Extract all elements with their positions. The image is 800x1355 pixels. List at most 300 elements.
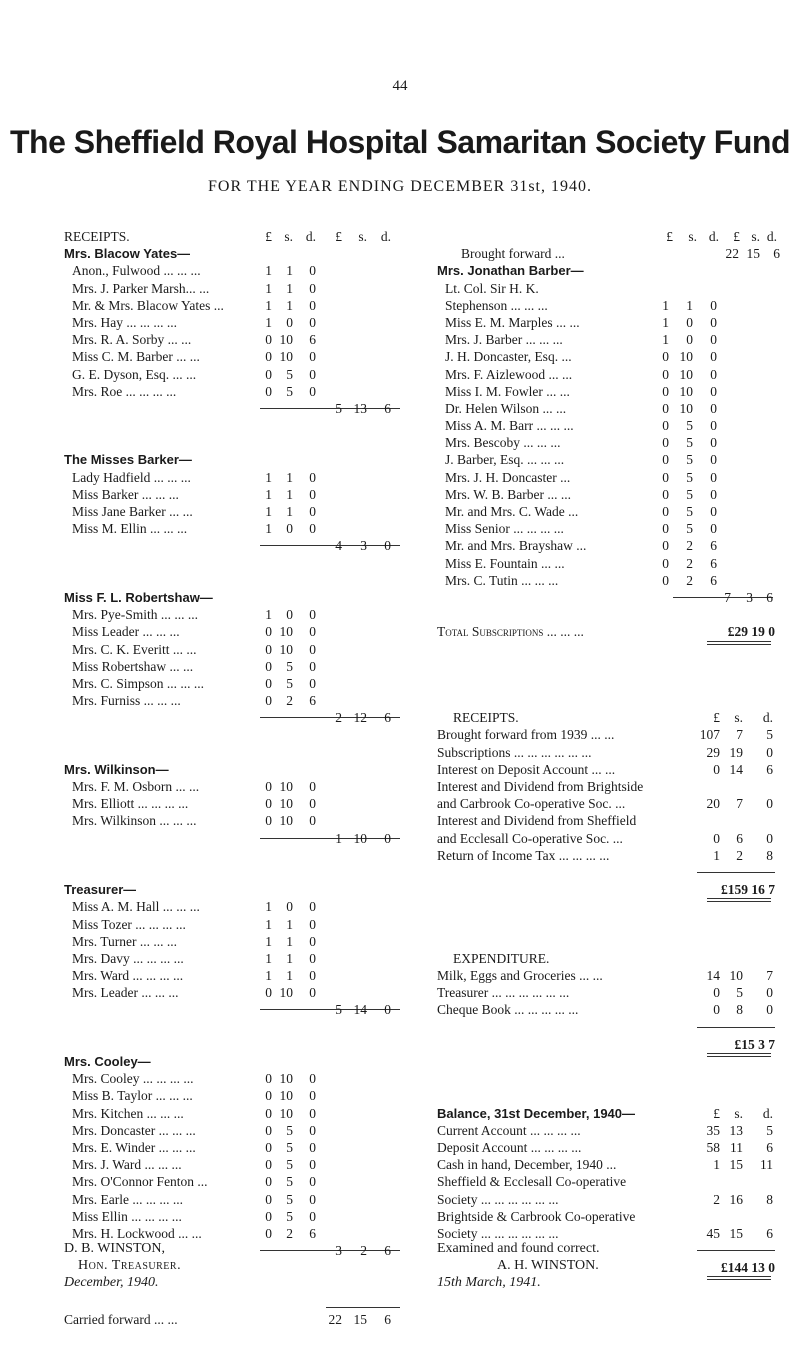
receipt-label: Interest and Dividend from Sheffield — [437, 813, 637, 829]
donor-name: Dr. Helen Wilson ... ... — [445, 400, 567, 416]
group-total-pounds: 1 — [335, 830, 342, 846]
donor-name: Mrs. F. Aizlewood ... ... — [445, 366, 573, 382]
amount-pence: 0 — [309, 641, 316, 657]
amount-shillings: 10 — [279, 1088, 293, 1104]
amount-pence: 0 — [309, 950, 316, 966]
subscription-row — [64, 383, 406, 400]
balance-heading: Balance, 31st December, 1940— — [437, 1105, 636, 1121]
amount-pounds: 1 — [265, 504, 272, 519]
total-rule — [697, 872, 775, 873]
donor-name: Mrs. Ward ... ... ... ... — [72, 968, 184, 984]
amount-pence: 0 — [309, 1122, 316, 1138]
group-heading — [64, 1053, 406, 1070]
amount-pence: 0 — [309, 1191, 316, 1207]
group-total-shillings: 2 — [360, 1243, 367, 1259]
amount-shillings: 10 — [279, 349, 293, 365]
amount-pounds: 0 — [265, 366, 272, 382]
receipt-line — [437, 795, 777, 812]
group-name: Mrs. Cooley— — [64, 1054, 151, 1069]
amount-shillings: 1 — [286, 933, 293, 949]
amount-pence: 0 — [309, 916, 316, 932]
amount-pounds: 1 — [265, 968, 272, 984]
subscription-row — [437, 314, 777, 331]
amount: 0 — [710, 349, 717, 365]
spacer — [64, 744, 406, 761]
page-title: The Sheffield Royal Hospital Samaritan Society Fund — [10, 124, 790, 160]
amount-pounds: 0 — [265, 1105, 272, 1121]
group-total-shillings: 10 — [353, 830, 367, 846]
double-rule — [707, 1276, 771, 1280]
subscription-row — [437, 331, 777, 348]
currency-header: £ — [713, 710, 720, 726]
total-rule — [697, 1250, 775, 1251]
donor-name: Miss B. Taylor ... ... ... — [72, 1088, 193, 1104]
amount-shillings: 5 — [286, 1139, 293, 1155]
amount-pence: 0 — [309, 813, 316, 829]
amount-pounds: 0 — [265, 779, 272, 794]
amount: 10 — [679, 366, 693, 382]
balance-label: Brightside & Carbrook Co-operative — [437, 1208, 636, 1224]
subscription-row — [64, 795, 406, 812]
treasurer-role: Hon. Treasurer. — [78, 1258, 182, 1273]
balance-label: Cash in hand, December, 1940 ... — [437, 1157, 617, 1173]
amount-pence: 0 — [309, 968, 316, 984]
amount-pence: 0 — [309, 1105, 316, 1121]
receipt-amount: 29 — [706, 744, 720, 760]
balance-amount: 11 — [730, 1139, 743, 1155]
total-rule — [697, 1027, 775, 1028]
receipt-amount: 0 — [766, 830, 773, 846]
subscription-row — [64, 933, 406, 950]
amount: 1 — [686, 297, 693, 313]
donor-name: Mr. & Mrs. Blacow Yates ... — [72, 297, 224, 313]
brought-amount: 15 — [746, 246, 760, 262]
donor-name: Miss E. Fountain ... ... — [445, 555, 565, 571]
group-total-row — [64, 1001, 406, 1018]
amount-pence: 6 — [309, 1225, 316, 1241]
amount: 0 — [710, 418, 717, 434]
amount-pounds: 0 — [265, 1139, 272, 1155]
receipt-amount: 2 — [736, 847, 743, 863]
amount-pence: 0 — [309, 263, 316, 279]
donor-name: Mrs. Pye-Smith ... ... ... — [72, 607, 199, 623]
subscription-row — [64, 1087, 406, 1104]
receipts-heading: RECEIPTS. — [64, 229, 130, 244]
amount-shillings: 1 — [286, 280, 293, 296]
group-name: Mrs. Wilkinson— — [64, 761, 169, 777]
balance-amount: 16 — [729, 1191, 743, 1207]
total-subscriptions-label: Total Subscriptions ... ... ... — [437, 624, 584, 640]
currency-header: s. — [734, 1105, 743, 1121]
amount-pounds: 1 — [265, 950, 272, 966]
group-total-shillings: 13 — [353, 400, 367, 416]
amount-shillings: 1 — [286, 950, 293, 966]
amount-pence: 0 — [309, 607, 316, 623]
donor-name: Mrs. Roe ... ... ... ... — [72, 383, 177, 399]
group-total-row — [64, 830, 406, 847]
amount: 0 — [662, 572, 669, 588]
amount-pence: 0 — [309, 314, 316, 330]
donor-name: Lt. Col. Sir H. K. — [445, 280, 539, 296]
subscription-row — [64, 503, 406, 520]
carried-shillings: 15 — [353, 1311, 367, 1327]
receipts-header-row — [437, 709, 777, 726]
subscription-row — [64, 331, 406, 348]
receipt-amount: 0 — [713, 830, 720, 846]
column-header — [437, 228, 777, 245]
amount-pence: 0 — [309, 280, 316, 296]
balance-amount: 45 — [706, 1225, 720, 1241]
currency-header: d. — [762, 1105, 773, 1121]
donor-name: Mrs. O'Connor Fenton ... — [72, 1174, 208, 1190]
double-rule — [707, 1053, 771, 1057]
receipt-amount: 20 — [706, 796, 720, 812]
amount: 5 — [686, 452, 693, 468]
amount: 0 — [662, 383, 669, 399]
donor-name: Miss M. Ellin ... ... ... — [72, 521, 188, 537]
group-total-pence: 0 — [384, 538, 391, 554]
subscription-row — [64, 1156, 406, 1173]
receipt-amount: 5 — [766, 727, 773, 743]
subscription-row — [437, 469, 777, 486]
amount-pounds: 0 — [265, 813, 272, 829]
donor-name: Miss A. M. Barr ... ... ... — [445, 418, 574, 434]
amount: 6 — [710, 555, 717, 571]
donor-name: Mr. and Mrs. Brayshaw ... — [445, 538, 587, 554]
balance-amount: 8 — [766, 1191, 773, 1207]
carried-rule — [326, 1307, 400, 1308]
subscription-row — [64, 675, 406, 692]
amount-pounds: 0 — [265, 1157, 272, 1173]
balance-label: Sheffield & Ecclesall Co-operative — [437, 1174, 627, 1190]
group-total-shillings: 12 — [353, 710, 367, 726]
subscription-row — [64, 778, 406, 795]
auditor-name: A. H. WINSTON. — [497, 1258, 599, 1273]
column-header — [64, 228, 406, 245]
spacer — [64, 1019, 406, 1036]
donor-name: Mrs. E. Winder ... ... ... — [72, 1139, 196, 1155]
spacer — [64, 1036, 406, 1053]
subscription-row — [437, 451, 777, 468]
subscription-row — [64, 692, 406, 709]
receipts-heading: RECEIPTS. — [453, 710, 519, 726]
spacer — [437, 1053, 777, 1070]
subscription-row — [64, 984, 406, 1001]
balance-amount: 5 — [766, 1122, 773, 1138]
donor-name: Miss Leader ... ... ... — [72, 624, 180, 640]
receipt-label: Return of Income Tax ... ... ... ... — [437, 847, 610, 863]
amount: 2 — [686, 555, 693, 571]
subscription-row — [64, 1173, 406, 1190]
balance-amount: 15 — [729, 1225, 743, 1241]
amount-pounds: 0 — [265, 641, 272, 657]
amount: 6 — [710, 572, 717, 588]
amount-pounds: 0 — [265, 693, 272, 709]
amount: 0 — [662, 469, 669, 485]
amount-pounds: 0 — [265, 1208, 272, 1224]
amount-shillings: 5 — [286, 1208, 293, 1224]
double-rule — [707, 898, 771, 902]
page-subtitle: FOR THE YEAR ENDING DECEMBER 31st, 1940. — [207, 178, 592, 195]
expenditure-amount: 7 — [766, 968, 773, 984]
subscription-row — [64, 520, 406, 537]
currency-header: £ — [733, 229, 740, 244]
expenditure-label: Treasurer ... ... ... ... ... ... — [437, 985, 570, 1001]
amount-pounds: 1 — [265, 314, 272, 330]
amount-shillings: 1 — [286, 297, 293, 313]
amount: 0 — [662, 555, 669, 571]
spacer — [64, 1294, 406, 1311]
subscription-row — [64, 314, 406, 331]
donor-name: Mrs. Hay ... ... ... ... — [72, 314, 177, 330]
receipt-amount: 6 — [736, 830, 743, 846]
amount-pounds: 0 — [265, 658, 272, 674]
donor-name: Mrs. F. M. Osborn ... ... — [72, 779, 200, 794]
amount: 0 — [686, 332, 693, 348]
receipt-line — [437, 761, 777, 778]
group-heading — [64, 761, 406, 778]
receipts-total-row — [437, 881, 777, 898]
group-total-row — [437, 589, 777, 606]
amount-shillings: 2 — [286, 693, 293, 709]
amount: 0 — [710, 435, 717, 451]
amount: 0 — [710, 452, 717, 468]
donor-name: Mrs. Wilkinson ... ... ... — [72, 813, 197, 829]
balance-amount: 15 — [729, 1157, 743, 1173]
amount-shillings: 10 — [279, 1105, 293, 1121]
balance-amount: 13 — [729, 1122, 743, 1138]
donor-name: Mrs. J. Ward ... ... ... — [72, 1157, 182, 1173]
amount: 0 — [662, 435, 669, 451]
amount-shillings: 1 — [286, 916, 293, 932]
expenditure-amount: 0 — [766, 985, 773, 1001]
donor-name: Mrs. Elliott ... ... ... ... — [72, 796, 189, 812]
subscription-row — [437, 348, 777, 365]
spacer — [64, 864, 406, 881]
group-name: The Misses Barker— — [64, 452, 192, 468]
amount-shillings: 10 — [279, 813, 293, 829]
donor-name: Anon., Fulwood ... ... ... — [72, 263, 201, 279]
donor-name: Mrs. Doncaster ... ... ... — [72, 1122, 196, 1138]
receipt-line — [437, 812, 777, 829]
subscription-row — [64, 280, 406, 297]
amount: 0 — [710, 400, 717, 416]
group-name: Treasurer— — [64, 882, 137, 898]
subscription-row — [437, 555, 777, 572]
balance-label: Deposit Account ... ... ... ... — [437, 1139, 582, 1155]
page-number: 44 — [392, 78, 408, 94]
group-total: 6 — [766, 589, 773, 605]
expenditure-line — [437, 967, 777, 984]
amount-shillings: 0 — [286, 899, 293, 915]
donor-name: Miss Tozer ... ... ... ... — [72, 916, 186, 932]
receipt-amount: 0 — [713, 761, 720, 777]
donor-name: Mrs. R. A. Sorby ... ... — [72, 332, 192, 348]
subscription-row — [64, 1105, 406, 1122]
subscription-row — [64, 967, 406, 984]
balance-line — [437, 1208, 777, 1225]
amount-shillings: 10 — [279, 796, 293, 812]
donor-name: Miss C. M. Barber ... ... — [72, 349, 200, 365]
brought-amount: 22 — [725, 246, 739, 262]
donor-name: Miss Ellin ... ... ... ... — [72, 1208, 182, 1224]
spacer — [437, 606, 777, 623]
donor-name: Miss Jane Barker ... ... — [72, 504, 193, 519]
receipt-label: Interest on Deposit Account ... ... — [437, 761, 616, 777]
brought-amount: 6 — [773, 246, 780, 262]
balance-amount: 11 — [760, 1157, 773, 1173]
donor-name: Mrs. Furniss ... ... ... — [72, 693, 181, 709]
amount: 0 — [710, 383, 717, 399]
amount-pence: 0 — [309, 899, 316, 915]
group-total-pence: 0 — [384, 830, 391, 846]
amount-shillings: 10 — [279, 985, 293, 1001]
amount-pence: 0 — [309, 796, 316, 812]
amount: 0 — [662, 400, 669, 416]
amount: 2 — [686, 572, 693, 588]
balance-amount: 58 — [706, 1139, 720, 1155]
group-heading — [64, 451, 406, 468]
receipt-label: and Carbrook Co-operative Soc. ... — [437, 796, 626, 812]
spacer — [64, 555, 406, 572]
balance-amount: 6 — [766, 1139, 773, 1155]
amount-pounds: 1 — [265, 899, 272, 915]
amount-shillings: 1 — [286, 504, 293, 519]
receipt-amount: 0 — [766, 744, 773, 760]
spacer — [437, 675, 777, 692]
subscription-row — [64, 658, 406, 675]
subscription-row — [64, 1070, 406, 1087]
expenditure-label: Milk, Eggs and Groceries ... ... — [437, 968, 603, 984]
amount-pence: 0 — [309, 1088, 316, 1104]
amount-shillings: 5 — [286, 1157, 293, 1173]
subscription-row — [64, 297, 406, 314]
subscription-row — [64, 262, 406, 279]
amount: 0 — [710, 332, 717, 348]
amount-pounds: 0 — [265, 1225, 272, 1241]
receipt-amount: 8 — [766, 847, 773, 863]
receipt-amount: 19 — [729, 744, 743, 760]
currency-header: d. — [762, 710, 773, 726]
spacer — [437, 641, 777, 658]
amount-pence: 0 — [309, 1071, 316, 1087]
balance-label: Current Account ... ... ... ... — [437, 1122, 581, 1138]
donor-name: G. E. Dyson, Esq. ... ... — [72, 366, 197, 382]
amount-pence: 0 — [309, 675, 316, 691]
spacer — [437, 1087, 777, 1104]
group-heading — [64, 589, 406, 606]
spacer — [437, 1070, 777, 1087]
subscription-row — [437, 417, 777, 434]
amount-pence: 0 — [309, 1174, 316, 1190]
subscription-row — [64, 898, 406, 915]
subscription-row — [437, 434, 777, 451]
amount-pence: 0 — [309, 658, 316, 674]
brought-forward-label: Brought forward ... — [461, 246, 565, 262]
receipt-amount: 6 — [766, 761, 773, 777]
donor-name: J. Barber, Esq. ... ... ... — [445, 452, 565, 468]
amount-shillings: 1 — [286, 263, 293, 279]
total-subscriptions-value: £29 19 0 — [727, 624, 775, 640]
amount-pence: 0 — [309, 933, 316, 949]
carried-forward-row — [64, 1311, 406, 1328]
subscription-row — [64, 1122, 406, 1139]
receipts-total: £159 16 7 — [721, 882, 775, 898]
amount: 0 — [710, 314, 717, 330]
donor-name: Miss I. M. Fowler ... ... — [445, 383, 570, 399]
amount-shillings: 10 — [279, 779, 293, 794]
amount-shillings: 5 — [286, 1191, 293, 1207]
subscription-row — [437, 537, 777, 554]
receipt-line — [437, 778, 777, 795]
amount: 0 — [710, 521, 717, 537]
group-heading — [437, 262, 777, 279]
receipt-label: Interest and Dividend from Brightside — [437, 779, 644, 794]
amount: 0 — [686, 314, 693, 330]
amount: 0 — [662, 538, 669, 554]
amount: 0 — [662, 486, 669, 502]
auditor-date: 15th March, 1941. — [437, 1275, 541, 1290]
amount-pence: 0 — [309, 521, 316, 537]
carried-pence: 6 — [384, 1311, 391, 1327]
expenditure-amount: 8 — [736, 1002, 743, 1018]
amount: 1 — [662, 314, 669, 330]
receipt-line — [437, 744, 777, 761]
donor-name: Mrs. C. Simpson ... ... ... — [72, 675, 205, 691]
amount-pence: 6 — [309, 332, 316, 348]
carried-forward-label: Carried forward ... ... — [64, 1311, 178, 1327]
donor-name: Lady Hadfield ... ... ... — [72, 469, 191, 485]
receipt-amount: 7 — [736, 796, 743, 812]
currency-header: d. — [766, 229, 777, 244]
amount-shillings: 10 — [279, 641, 293, 657]
receipt-line — [437, 847, 777, 864]
currency-header: s. — [751, 229, 760, 244]
expenditure-label: Cheque Book ... ... ... ... ... — [437, 1002, 579, 1018]
subscription-row — [437, 280, 777, 297]
donor-name: Mrs. J. Barber ... ... ... — [445, 332, 563, 348]
group-total-pounds: 5 — [335, 1002, 342, 1018]
amount: 0 — [662, 504, 669, 519]
expenditure-total-row — [437, 1036, 777, 1053]
amount-shillings: 0 — [286, 607, 293, 623]
subscription-row — [437, 503, 777, 520]
subscription-row — [64, 916, 406, 933]
subscription-row — [64, 469, 406, 486]
amount: 5 — [686, 486, 693, 502]
amount: 0 — [662, 452, 669, 468]
amount-pence: 0 — [309, 1139, 316, 1155]
donor-name: Miss Senior ... ... ... ... — [445, 521, 564, 537]
donor-name: Miss A. M. Hall ... ... ... — [72, 899, 200, 915]
amount-pounds: 1 — [265, 297, 272, 313]
subscription-row — [64, 1191, 406, 1208]
amount: 10 — [679, 383, 693, 399]
amount-pounds: 0 — [265, 332, 272, 348]
subscription-row — [437, 297, 777, 314]
group-heading — [64, 245, 406, 262]
balance-amount: 2 — [713, 1191, 720, 1207]
treasurer-name: D. B. WINSTON, — [64, 1241, 165, 1256]
amount: 10 — [679, 400, 693, 416]
amount-pounds: 1 — [265, 263, 272, 279]
subscription-row — [64, 950, 406, 967]
spacer — [64, 417, 406, 434]
amount: 0 — [710, 469, 717, 485]
amount-pounds: 0 — [265, 1174, 272, 1190]
expenditure-amount: 14 — [706, 968, 720, 984]
amount-pounds: 0 — [265, 349, 272, 365]
